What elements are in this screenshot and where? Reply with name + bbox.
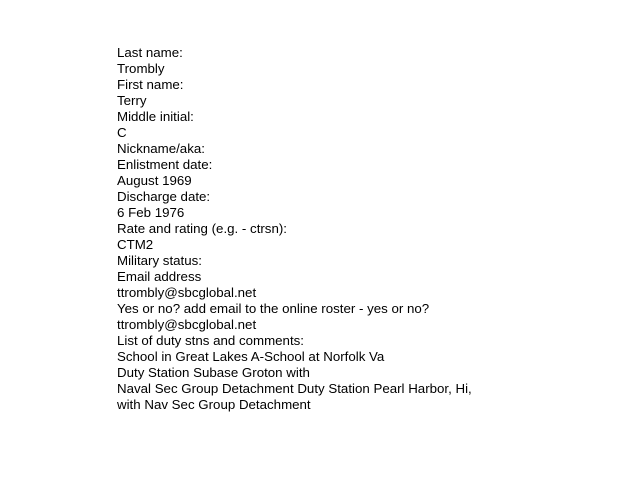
duty-stations-line: Duty Station Subase Groton with <box>117 365 310 380</box>
first-name-value: Terry <box>117 93 147 108</box>
roster-question-value: ttrombly@sbcglobal.net <box>117 317 257 332</box>
last-name-value: Trombly <box>117 61 165 76</box>
military-status-label: Military status: <box>117 253 202 268</box>
rate-rating-label: Rate and rating (e.g. - ctrsn): <box>117 221 287 236</box>
duty-stations-label: List of duty stns and comments: <box>117 333 304 348</box>
discharge-date-label: Discharge date: <box>117 189 211 204</box>
service-record <box>117 45 617 413</box>
duty-stations-line: Naval Sec Group Detachment Duty Station Pearl Harbor, Hi, <box>117 381 472 396</box>
enlistment-date-value: August 1969 <box>117 173 192 188</box>
enlistment-date-label: Enlistment date: <box>117 157 213 172</box>
rate-rating-value: CTM2 <box>117 237 154 252</box>
middle-initial-label: Middle initial: <box>117 109 194 124</box>
duty-stations-line: School in Great Lakes A-School at Norfolk Va <box>117 349 385 364</box>
email-address-value: ttrombly@sbcglobal.net <box>117 285 257 300</box>
roster-question-label: Yes or no? add email to the online roster - yes or no? <box>117 301 430 316</box>
last-name-label: Last name: <box>117 45 183 60</box>
email-address-label: Email address <box>117 269 202 284</box>
middle-initial-value: C <box>117 125 127 140</box>
nickname-label: Nickname/aka: <box>117 141 205 156</box>
duty-stations-line: with Nav Sec Group Detachment <box>117 397 311 412</box>
first-name-label: First name: <box>117 77 184 92</box>
discharge-date-value: 6 Feb 1976 <box>117 205 185 220</box>
